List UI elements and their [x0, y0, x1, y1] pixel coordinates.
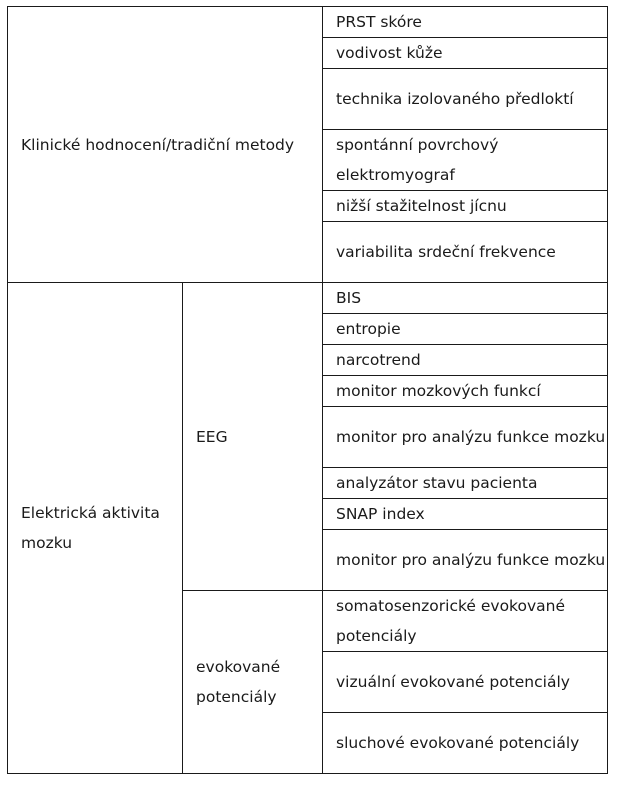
method-cell: technika izolovaného předloktí — [323, 69, 608, 130]
method-cell: vodivost kůže — [323, 38, 608, 69]
method-cell: monitor pro analýzu funkce mozku — [323, 530, 608, 591]
table-row — [8, 7, 608, 38]
table-row — [8, 283, 608, 314]
method-cell: sluchové evokované potenciály — [323, 713, 608, 774]
method-cell: vizuální evokované potenciály — [323, 652, 608, 713]
method-cell: PRST skóre — [323, 7, 608, 38]
method-cell: entropie — [323, 314, 608, 345]
method-cell: BIS — [323, 283, 608, 314]
method-cell: spontánní povrchový elektromyograf — [323, 130, 608, 191]
subgroup-label-eeg: EEG — [183, 283, 323, 591]
group-label-electrical: Elektrická aktivita mozku — [8, 283, 183, 774]
group-label-clinical: Klinické hodnocení/tradiční metody — [8, 7, 323, 283]
subgroup-label-evoked: evokované potenciály — [183, 591, 323, 774]
method-cell: somatosenzorické evokované potenciály — [323, 591, 608, 652]
method-cell: analyzátor stavu pacienta — [323, 468, 608, 499]
method-cell: SNAP index — [323, 499, 608, 530]
method-cell: monitor mozkových funkcí — [323, 376, 608, 407]
method-cell: monitor pro analýzu funkce mozku — [323, 407, 608, 468]
method-cell: variabilita srdeční frekvence — [323, 222, 608, 283]
method-cell: narcotrend — [323, 345, 608, 376]
methods-table — [7, 6, 608, 774]
method-cell: nižší stažitelnost jícnu — [323, 191, 608, 222]
